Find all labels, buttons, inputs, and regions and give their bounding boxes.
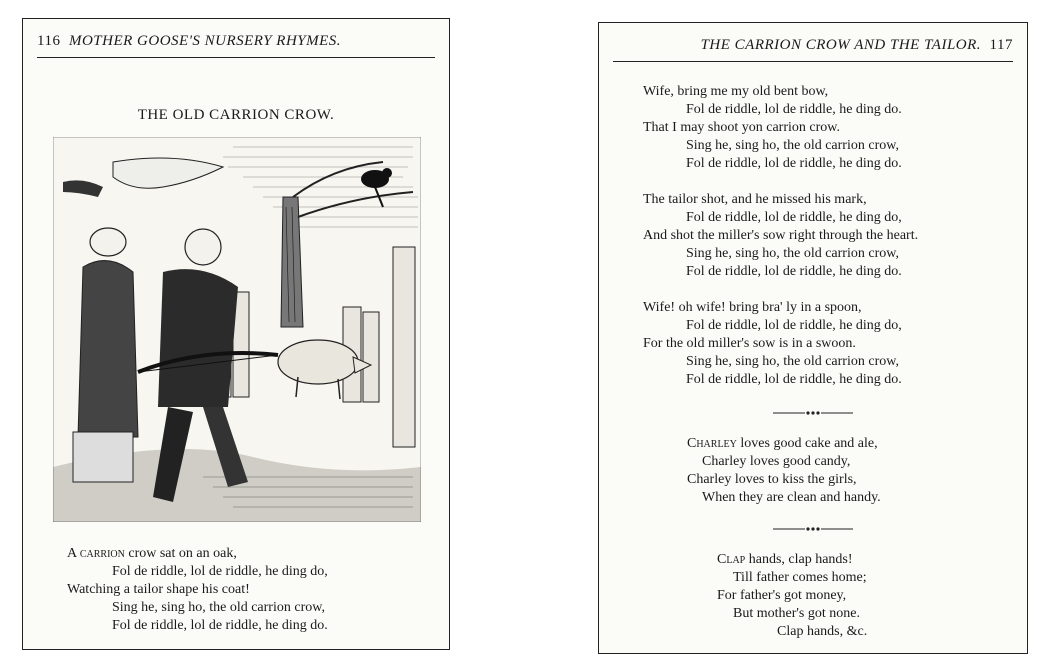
- poem-line: Till father comes home;: [733, 570, 867, 585]
- ornament-divider: [773, 409, 853, 417]
- poem-line: Sing he, sing ho, the old carrion crow,: [686, 354, 899, 369]
- dropword: A: [67, 546, 77, 561]
- poem-line: That I may shoot yon carrion crow.: [643, 120, 840, 135]
- poem-line: Charley loves good candy,: [702, 454, 851, 469]
- stanza: [643, 299, 918, 389]
- poem-line-text: crow sat on an oak,: [124, 546, 237, 561]
- poem-line-text: loves good cake and ale,: [736, 436, 878, 451]
- poem-line: But mother's got none.: [733, 606, 860, 621]
- poem-line: Watching a tailor shape his coat!: [67, 582, 250, 597]
- poem-line: Fol de riddle, lol de riddle, he ding do.: [686, 156, 902, 171]
- left-page-number: 116: [37, 33, 61, 49]
- poem-line: Charley loves to kiss the girls,: [687, 472, 857, 487]
- poem-line: Fol de riddle, lol de riddle, he ding do,: [686, 318, 902, 333]
- woodcut-illustration: [53, 137, 421, 522]
- poem-line: The tailor shot, and he missed his mark,: [643, 192, 867, 207]
- old-carrion-crow-poem: [67, 545, 328, 635]
- left-running-head: MOTHER GOOSE'S NURSERY RHYMES.: [68, 33, 342, 49]
- poem-title: THE OLD CARRION CROW.: [137, 107, 335, 123]
- poem-line: [687, 435, 881, 453]
- right-page-number: 117: [989, 37, 1013, 53]
- poem-line: For father's got money,: [717, 588, 847, 603]
- right-running-header: [613, 29, 1013, 62]
- smallcaps-word: Charley: [687, 436, 737, 451]
- stanza: [643, 191, 918, 281]
- poem-line: [717, 551, 867, 569]
- smallcaps-word: Clap: [717, 552, 746, 567]
- left-page: [22, 18, 450, 650]
- carrion-crow-tailor-poem: [643, 83, 918, 407]
- poem-line: Fol de riddle, lol de riddle, he ding do.: [686, 264, 902, 279]
- ornament-divider: [773, 525, 853, 533]
- poem-line: Sing he, sing ho, the old carrion crow,: [686, 138, 899, 153]
- poem-line: When they are clean and handy.: [702, 490, 881, 505]
- charley-poem: [687, 435, 881, 507]
- poem-line: Fol de riddle, lol de riddle, he ding do.: [112, 618, 328, 633]
- left-running-header: [37, 25, 435, 58]
- poem-line: And shot the miller's sow right through the heart.: [643, 228, 919, 243]
- poem-line: Fol de riddle, lol de riddle, he ding do,: [112, 564, 328, 579]
- stanza: [643, 83, 918, 173]
- poem-line-text: hands, clap hands!: [745, 552, 853, 567]
- poem-line: Fol de riddle, lol de riddle, he ding do.: [686, 372, 902, 387]
- poem-line: Sing he, sing ho, the old carrion crow,: [112, 600, 325, 615]
- poem-line: Wife! oh wife! bring bra' ly in a spoon,: [643, 300, 862, 315]
- right-page: [598, 22, 1028, 654]
- poem-line: Sing he, sing ho, the old carrion crow,: [686, 246, 899, 261]
- clap-hands-poem: [717, 551, 867, 641]
- poem-line: Clap hands, &c.: [777, 624, 868, 639]
- smallcaps-word: carrion: [79, 546, 125, 561]
- poem-line: For the old miller's sow is in a swoon.: [643, 336, 856, 351]
- poem-line: Fol de riddle, lol de riddle, he ding do.: [686, 102, 902, 117]
- poem-line: [67, 545, 328, 563]
- poem-line: Wife, bring me my old bent bow,: [643, 84, 829, 99]
- poem-line: Fol de riddle, lol de riddle, he ding do,: [686, 210, 902, 225]
- right-running-head: THE CARRION CROW AND THE TAILOR.: [700, 37, 982, 53]
